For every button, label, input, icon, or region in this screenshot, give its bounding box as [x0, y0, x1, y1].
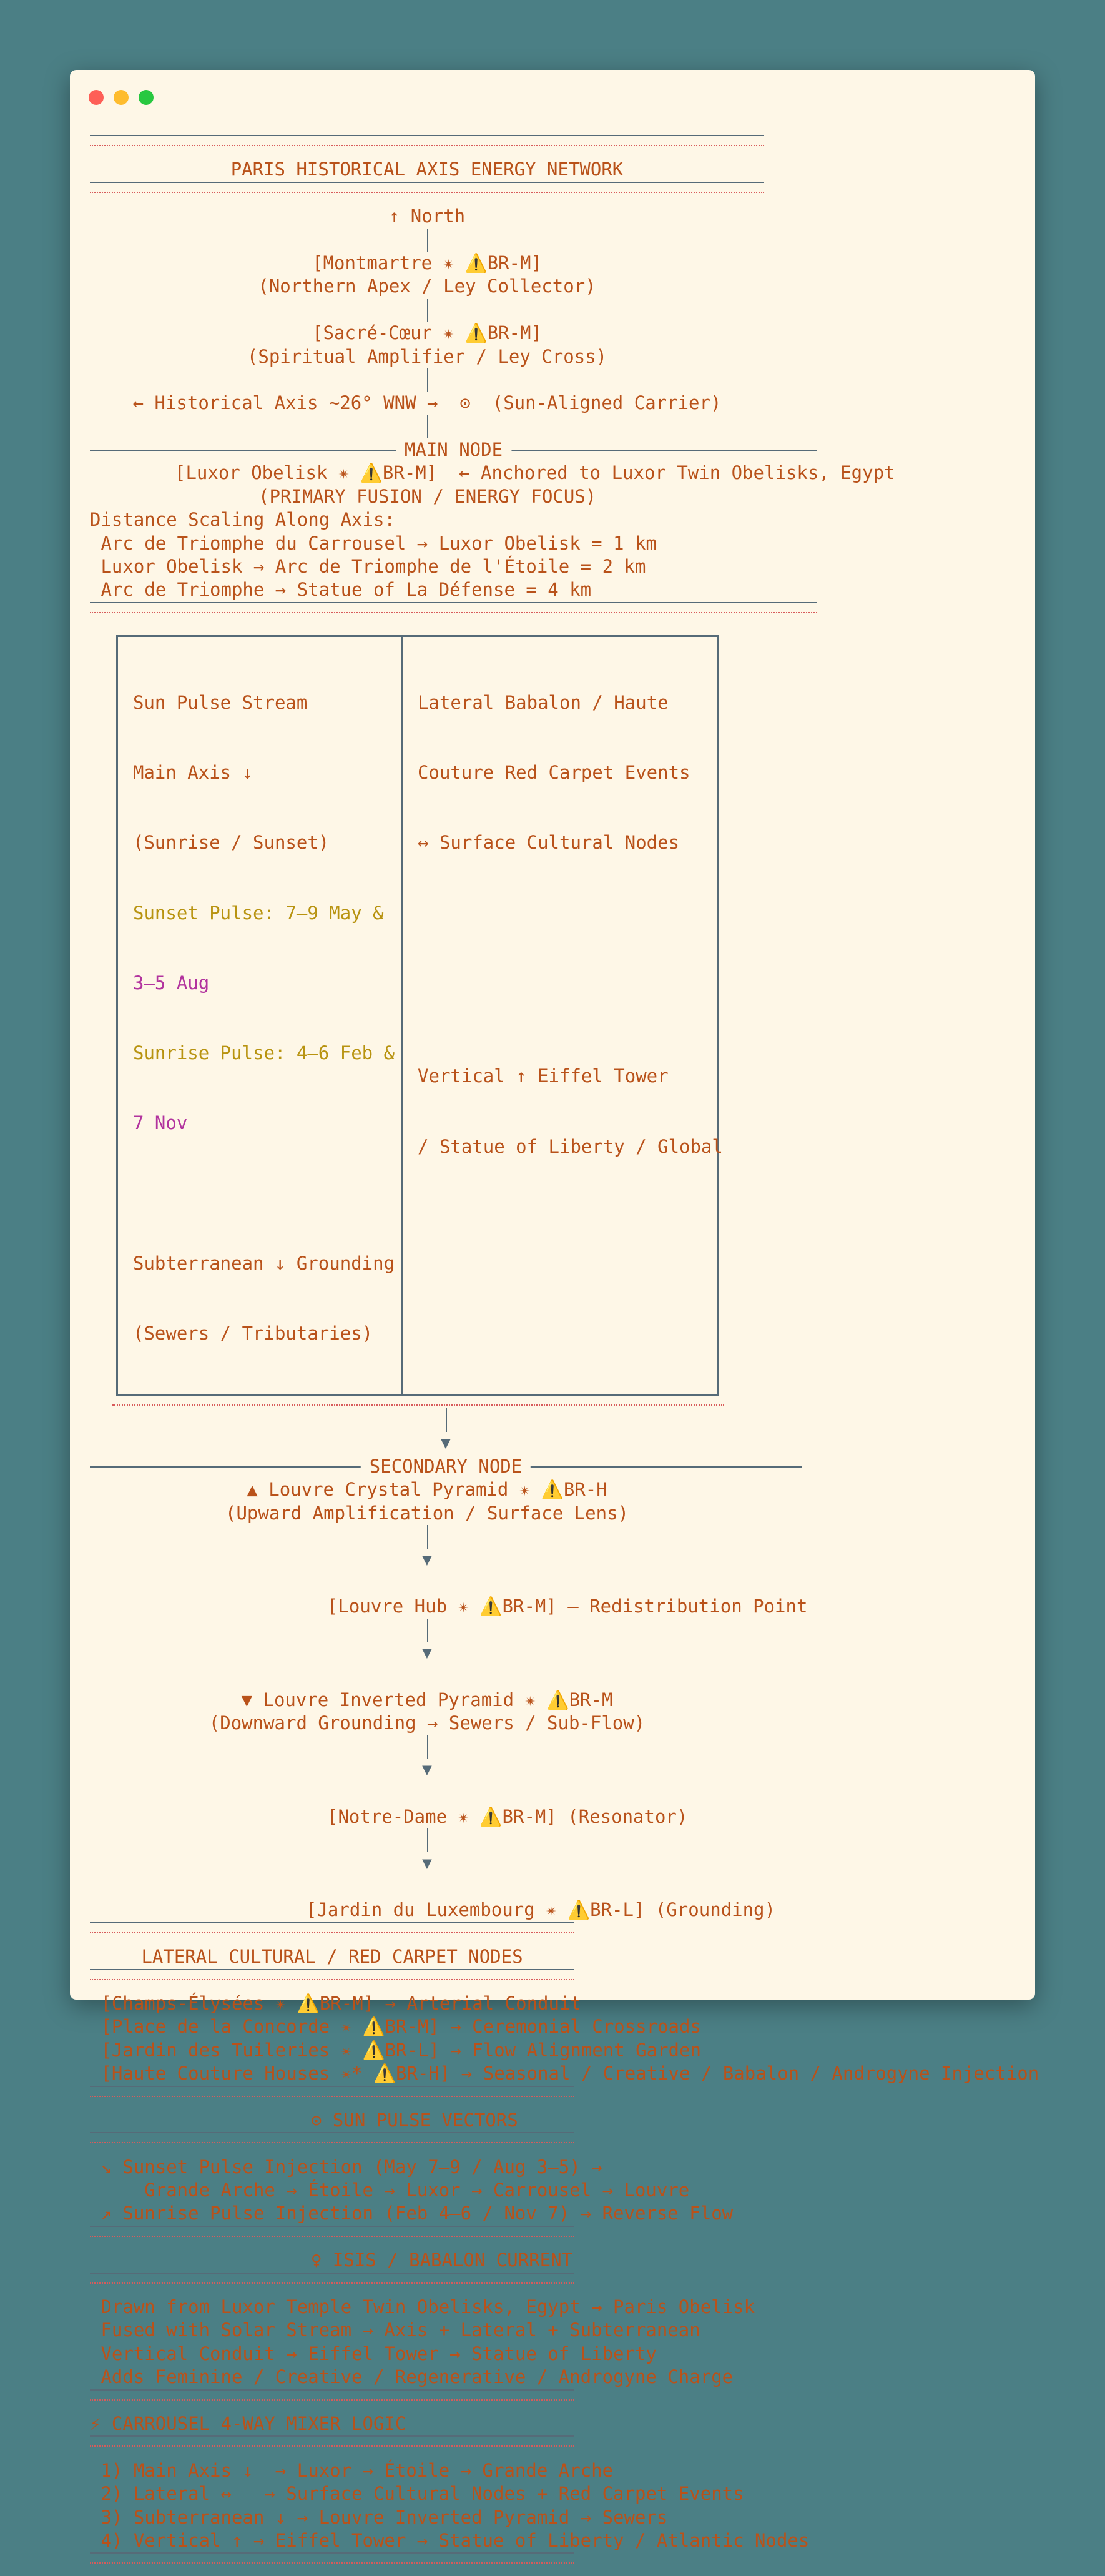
divider — [90, 2086, 574, 2109]
mixer-item: 3) Subterranean ↓ → Louvre Inverted Pyramid → Sewers — [90, 2506, 668, 2528]
isis-item: Vertical Conduit → Eiffel Tower → Statue of Liberty — [90, 2342, 657, 2364]
north-marker: ↑ North — [388, 205, 466, 227]
isis-item: Fused with Solar Stream → Axis + Lateral + Subterranean — [90, 2319, 700, 2341]
mixer-item: 4) Vertical ↑ → Eiffel Tower → Statue of Liberty / Atlantic Nodes — [90, 2529, 810, 2551]
table-cell: Sunrise Pulse: 4–6 Feb & — [133, 1042, 395, 1064]
table-cell: Sunset Pulse: 7–9 May & — [133, 902, 384, 924]
divider — [112, 1398, 724, 1406]
distance-item: Arc de Triomphe → Statue of La Défense = 4 km — [90, 579, 592, 601]
montmartre-node: [Montmartre ✴ ⚠️BR-M] — [312, 252, 542, 274]
lateral-node-item: [Haute Couture Houses ✴* ⚠️BR-H] → Seasonal / Creative / Babalon / Androgyne Injection — [90, 2063, 1039, 2085]
energy-stream-table — [116, 635, 723, 1396]
sun-pulse-item: ↘ Sunset Pulse Injection (May 7–9 / Aug 3–5) → — [90, 2156, 602, 2178]
lateral-node-item: [Jardin des Tuileries ✴ ⚠️BR-L] → Flow Alignment Garden — [90, 2039, 701, 2061]
divider — [90, 135, 764, 158]
lateral-node-item: [Place de la Concorde ✴ ⚠️BR-M] → Ceremonial Crossroads — [90, 2016, 701, 2038]
close-window-button[interactable] — [89, 90, 104, 105]
louvre-inverted-pyramid: ▼ Louvre Inverted Pyramid ✴ ⚠️BR-M — [241, 1689, 613, 1710]
connector-line — [90, 229, 764, 252]
divider — [90, 2552, 574, 2575]
sacre-coeur-desc: (Spiritual Amplifier / Ley Cross) — [247, 345, 607, 367]
divider — [90, 2435, 574, 2459]
table-cell: Vertical ↑ Eiffel Tower — [418, 1065, 669, 1087]
sun-pulse-item: Grande Arche → Étoile → Luxor → Carrousel → Louvre — [90, 2179, 690, 2201]
table-cell: Couture Red Carpet Events — [418, 762, 690, 784]
table-cell: 7 Nov — [133, 1112, 188, 1134]
mixer-title: ⚡ CARROUSEL 4-WAY MIXER LOGIC — [90, 2412, 406, 2434]
connector-line — [90, 415, 764, 438]
connector-line — [90, 1735, 764, 1759]
louvre-hub-node: [Louvre Hub ✴ ⚠️BR-M] — Redistribution Point — [327, 1596, 808, 1617]
down-arrow-icon: ▼ — [422, 1550, 432, 1569]
maximize-window-button[interactable] — [139, 90, 154, 105]
divider — [90, 1922, 574, 1945]
distance-item: Arc de Triomphe du Carrousel → Luxor Obelisk = 1 km — [90, 532, 657, 554]
divider — [90, 2389, 574, 2412]
down-arrow-icon: ▼ — [422, 1644, 432, 1663]
connector-line — [90, 368, 764, 392]
table-cell: (Sunrise / Sunset) — [133, 832, 330, 854]
secondary-node-header: SECONDARY NODE — [90, 1455, 802, 1478]
louvre-inverted-desc: (Downward Grounding → Sewers / Sub-Flow) — [209, 1712, 646, 1734]
isis-item: Drawn from Luxor Temple Twin Obelisks, Egypt → Paris Obelisk — [90, 2296, 755, 2318]
terminal-window — [70, 70, 1039, 2551]
connector-line — [90, 299, 764, 322]
divider — [90, 2226, 574, 2249]
down-arrow-icon: ▼ — [422, 1853, 432, 1873]
connector-line — [90, 1619, 764, 1642]
divider — [90, 2273, 574, 2296]
table-cell: Lateral Babalon / Haute — [418, 692, 669, 714]
table-cell: Sun Pulse Stream — [133, 692, 308, 714]
mixer-item: 2) Lateral ↔ → Surface Cultural Nodes + Red Carpet Events — [90, 2483, 744, 2505]
distance-item: Luxor Obelisk → Arc de Triomphe de l'Étoile = 2 km — [90, 556, 646, 578]
connector-line — [90, 1408, 802, 1431]
connector-line — [90, 1828, 764, 1852]
main-node-header: MAIN NODE — [90, 438, 817, 461]
table-cell: Subterranean ↓ Grounding — [133, 1252, 395, 1274]
main-node-desc: (PRIMARY FUSION / ENERGY FOCUS) — [258, 485, 597, 507]
louvre-crystal-pyramid: ▲ Louvre Crystal Pyramid ✴ ⚠️BR-H — [247, 1479, 607, 1501]
table-left-column — [118, 637, 403, 1394]
montmartre-desc: (Northern Apex / Ley Collector) — [258, 275, 596, 297]
sun-pulse-item: ↗ Sunrise Pulse Injection (Feb 4–6 / Nov 7) → Reverse Flow — [90, 2203, 734, 2224]
historical-axis-line: ← Historical Axis ~26° WNW → ⊙ (Sun-Aligned Carrier) — [132, 392, 722, 414]
mixer-item: 1) Main Axis ↓ → Luxor → Étoile → Grande Arche — [90, 2459, 614, 2481]
lateral-node-item: [Champs-Élysées ✴ ⚠️BR-M] → Arterial Conduit — [90, 1992, 581, 2014]
connector-line — [90, 1525, 764, 1548]
lateral-nodes-title: LATERAL CULTURAL / RED CARPET NODES — [141, 1946, 523, 1968]
down-arrow-icon: ▼ — [422, 1760, 432, 1780]
divider — [90, 1969, 574, 1992]
main-node-label: [Luxor Obelisk ✴ ⚠️BR-M] ← Anchored to Luxor Twin Obelisks, Egypt — [175, 462, 895, 484]
divider — [90, 2132, 574, 2155]
divider — [90, 602, 817, 625]
luxembourg-node: [Jardin du Luxembourg ✴ ⚠️BR-L] (Grounding) — [306, 1899, 775, 1921]
sacre-coeur-node: [Sacré-Cœur ✴ ⚠️BR-M] — [312, 322, 542, 344]
divider — [90, 182, 764, 205]
table-cell: 3–5 Aug — [133, 972, 210, 994]
table-cell: (Sewers / Tributaries) — [133, 1322, 373, 1344]
table-right-column — [403, 637, 729, 1394]
down-arrow-icon: ▼ — [441, 1433, 451, 1453]
notre-dame-node: [Notre-Dame ✴ ⚠️BR-M] (Resonator) — [327, 1805, 688, 1827]
distance-scaling-title: Distance Scaling Along Axis: — [90, 509, 395, 531]
isis-item: Adds Feminine / Creative / Regenerative / Androgyne Charge — [90, 2366, 734, 2388]
page-title: PARIS HISTORICAL AXIS ENERGY NETWORK — [230, 159, 624, 180]
isis-title: ♀ ISIS / BABALON CURRENT — [311, 2249, 573, 2271]
louvre-pyramid-desc: (Upward Amplification / Surface Lens) — [225, 1502, 629, 1524]
table-cell: Main Axis ↓ — [133, 762, 253, 784]
sun-pulse-title: ⊙ SUN PULSE VECTORS — [311, 2109, 518, 2131]
table-cell: ↔ Surface Cultural Nodes — [418, 832, 680, 854]
minimize-window-button[interactable] — [114, 90, 129, 105]
table-cell: / Statue of Liberty / Global — [418, 1135, 723, 1157]
ascii-diagram — [90, 135, 1039, 2576]
